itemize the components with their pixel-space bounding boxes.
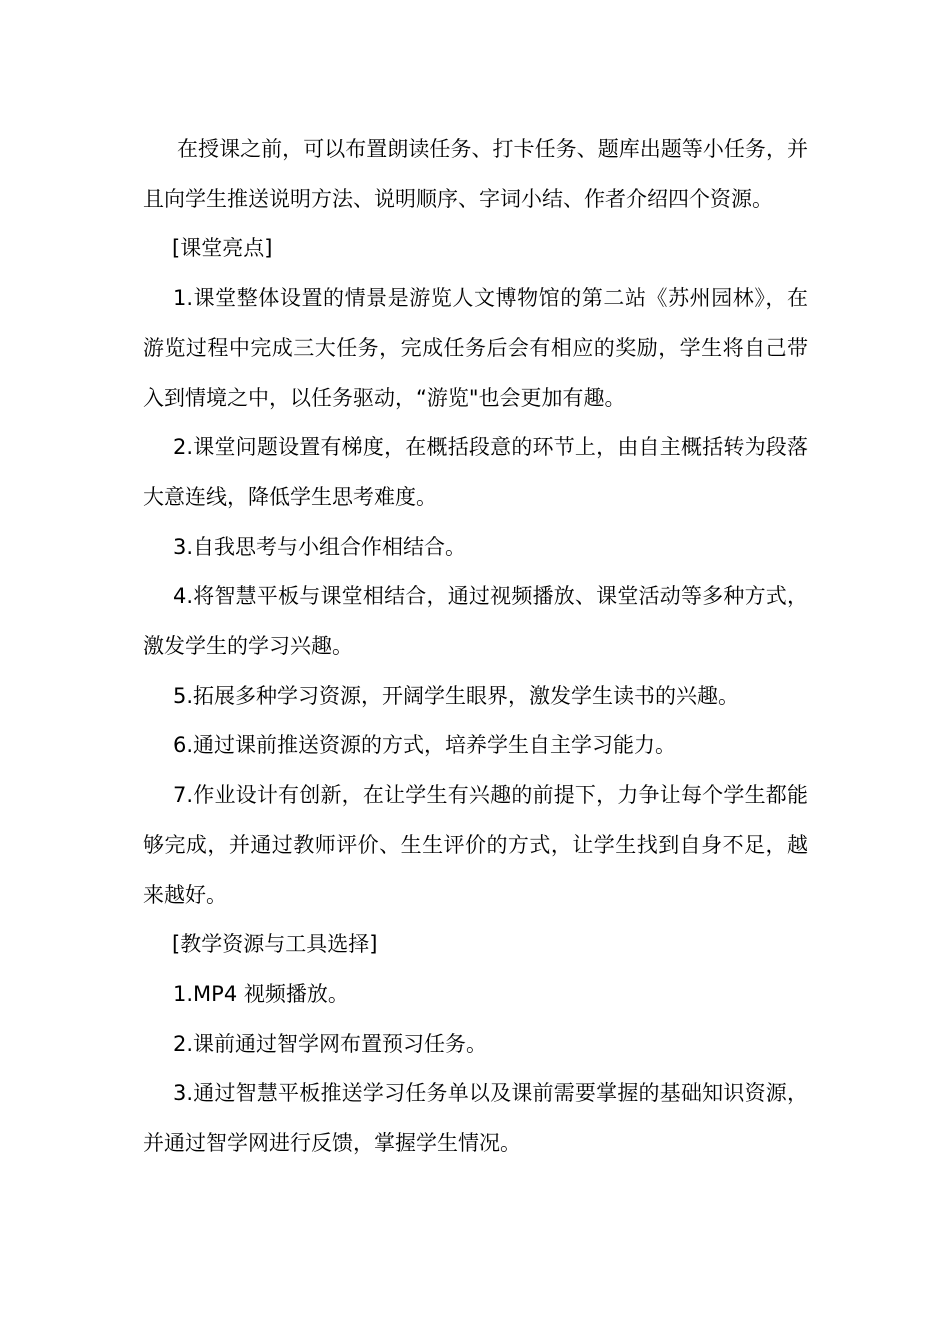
highlight-item-5: 5.拓展多种学习资源，开阔学生眼界，激发学生读书的兴趣。 (173, 683, 740, 708)
intro-paragraph: 在授课之前，可以布置朗读任务、打卡任务、题库出题等小任务，并且向学生推送说明方法、说明顺序、字词小结、作者介绍四个资源。 (143, 137, 808, 211)
section-heading-highlights: [课堂亮点] (172, 236, 273, 261)
highlight-item-3: 3.自我思考与小组合作相结合。 (173, 534, 467, 559)
highlight-item-2: 2.课堂问题设置有梯度，在概括段意的环节上，由自主概括转为段落大意连线，降低学生思考难度。 (143, 435, 808, 509)
resource-item-1: 1.MP4 视频播放。 (173, 981, 349, 1006)
resource-item-3: 3.通过智慧平板推送学习任务单以及课前需要掌握的基础知识资源，并通过智学网进行反馈，掌握学生情况。 (143, 1081, 808, 1156)
resource-item-2: 2.课前通过智学网布置预习任务。 (173, 1031, 488, 1056)
highlight-item-1: 1.课堂整体设置的情景是游览人文博物馆的第二站《苏州园林》，在游览过程中完成三大任务，完成任务后会有相应的奖励，学生将自己带入到情境之中，以任务驱动，“游览"也会更加有趣。 (143, 286, 808, 410)
highlight-item-7: 7.作业设计有创新，在让学生有兴趣的前提下，力争让每个学生都能够完成，并通过教师评价、生生评价的方式，让学生找到自身不足，越来越好。 (143, 783, 808, 907)
highlight-item-6: 6.通过课前推送资源的方式，培养学生自主学习能力。 (173, 733, 677, 758)
highlight-item-4: 4.将智慧平板与课堂相结合，通过视频播放、课堂活动等多种方式，激发学生的学习兴趣。 (143, 584, 808, 659)
document-body (143, 125, 808, 1169)
section-heading-resources: [教学资源与工具选择] (172, 932, 378, 957)
